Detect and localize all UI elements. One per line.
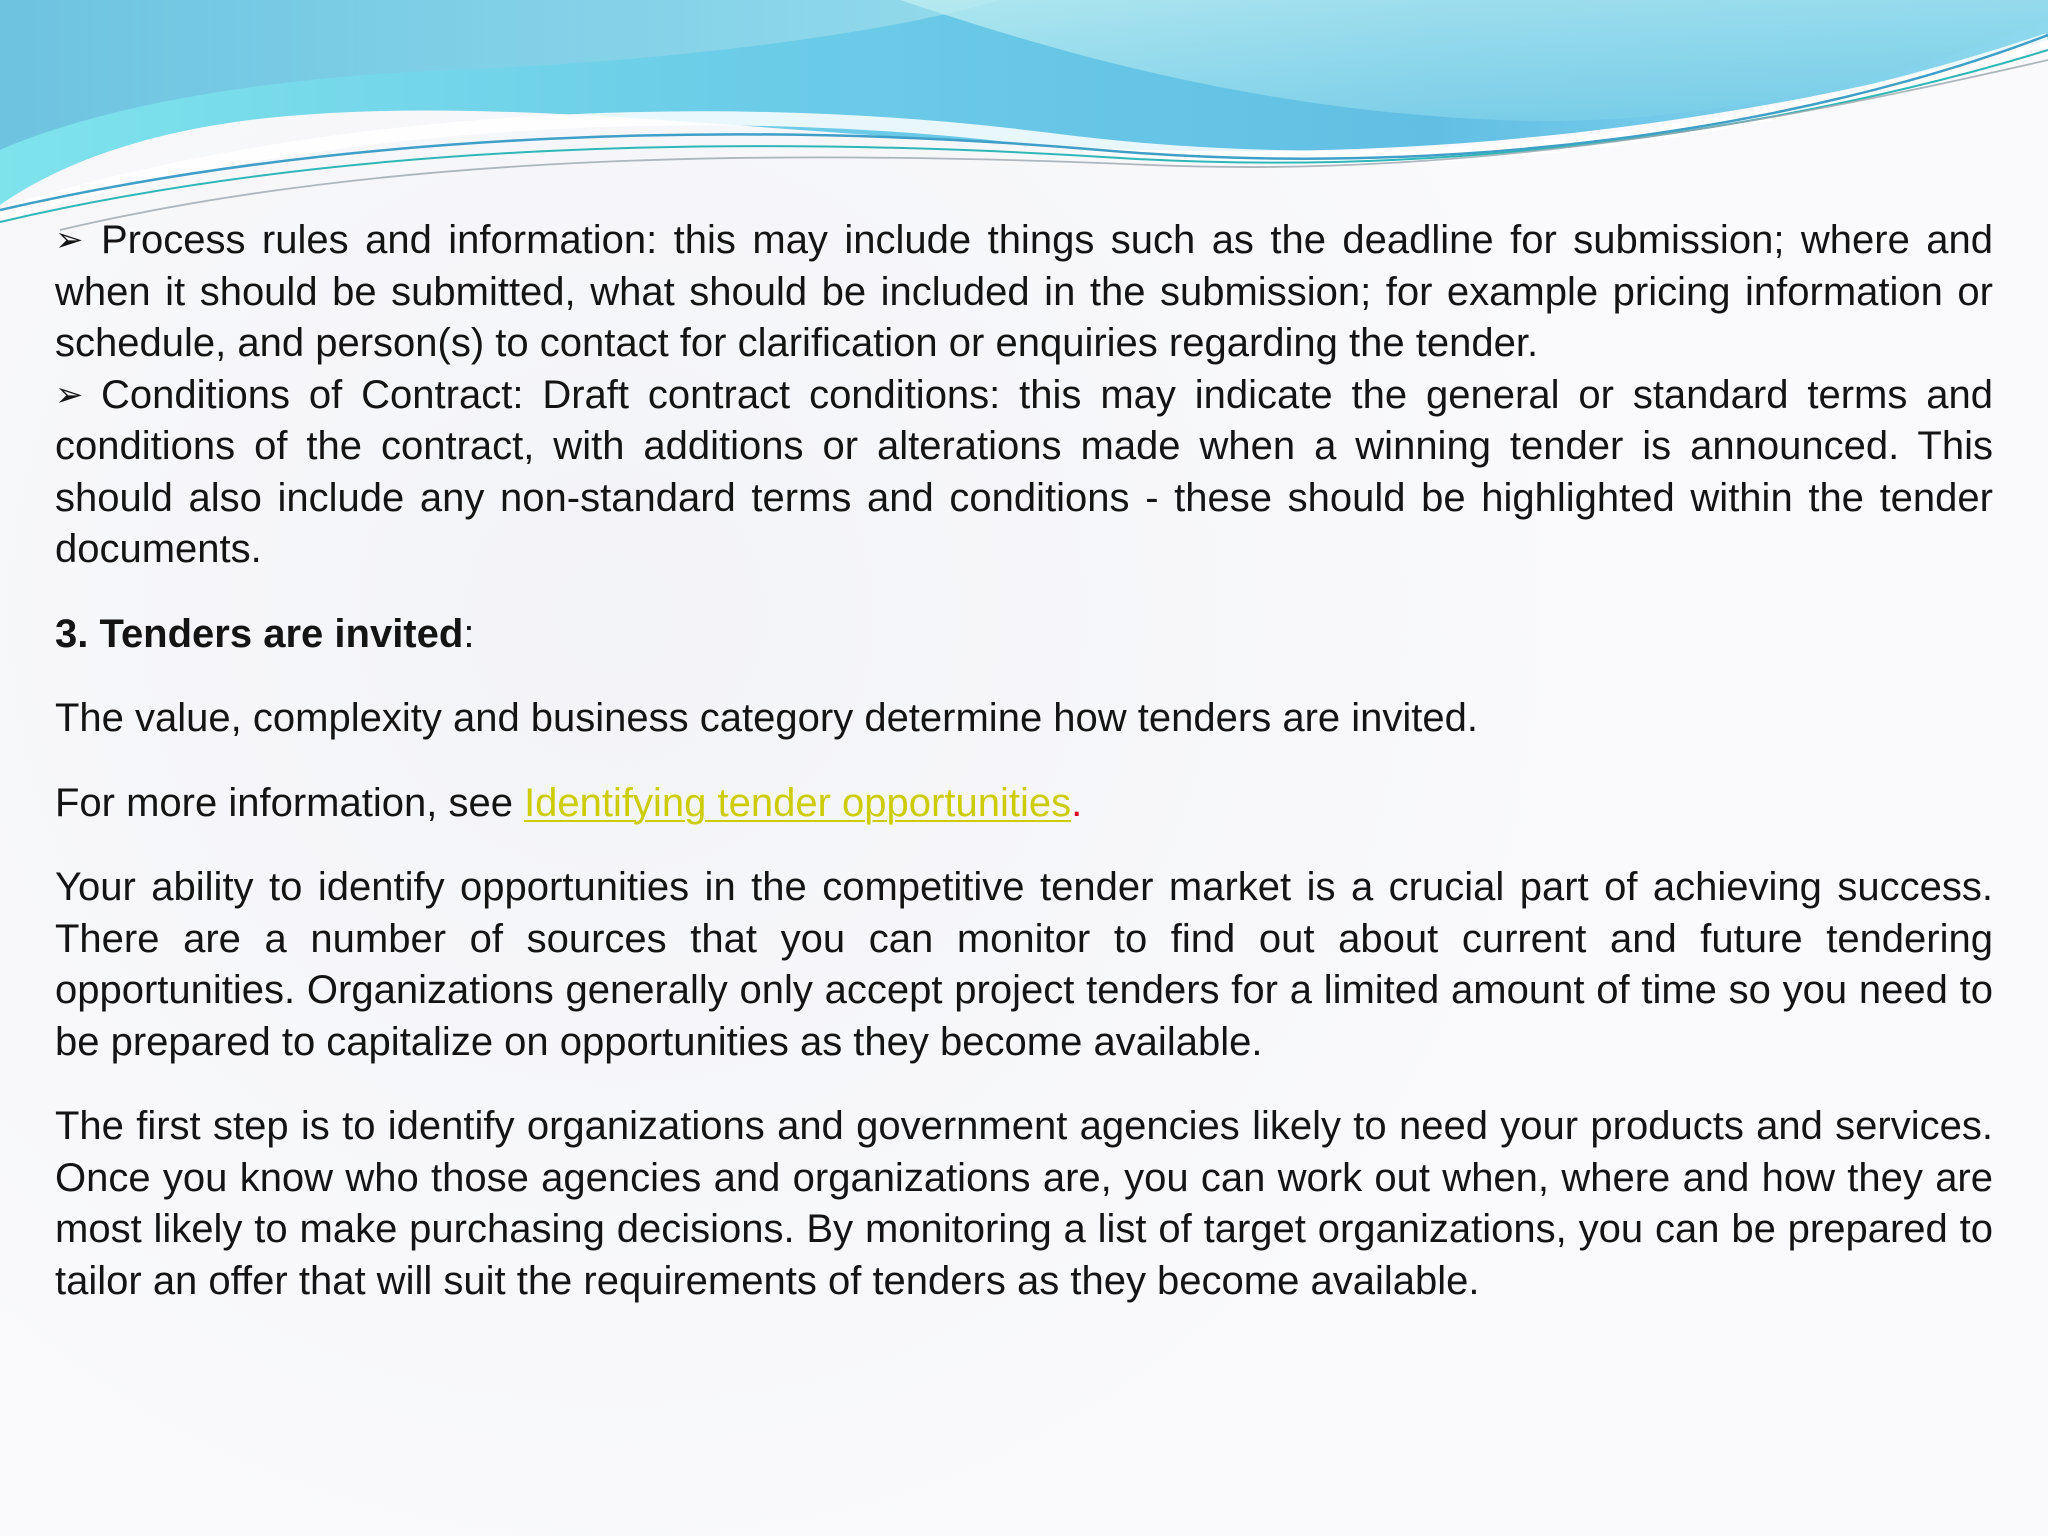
wave-header-decoration <box>0 0 2048 240</box>
arrow-bullet-icon: ➢ <box>55 374 84 415</box>
more-info-prefix: For more information, see <box>55 780 525 825</box>
section-heading <box>55 609 1993 661</box>
paragraph-more-information <box>55 778 1993 830</box>
bullet-conditions-of-contract <box>55 370 1993 576</box>
bullet-process-rules <box>55 215 1993 370</box>
paragraph-value-complexity: The value, complexity and business category determine how tenders are invited. <box>55 696 1478 740</box>
paragraph-your-ability: Your ability to identify opportunities in the competitive tender market is a crucial part of achieving success. There are a number of sources that you can monitor to find out about current and future tendering opportunities. Organizations generally only accept project tenders for a limited amount of time so you need to be prepared to capitalize on opportunities as they become available. <box>55 865 1993 1064</box>
bullet-text: Process rules and information: this may include things such as the deadline for submission; where and when it should be submitted, what should be included in the submission; for example pricing information or schedule, and person(s) to contact for clarification or enquiries regarding the tender. <box>55 218 1993 365</box>
arrow-bullet-icon: ➢ <box>55 220 84 260</box>
more-info-period: . <box>1071 780 1083 825</box>
section-heading-colon: : <box>463 611 475 656</box>
slide-content <box>55 215 1993 1307</box>
section-heading-text: 3. Tenders are invited <box>55 611 464 656</box>
bullet-text: Conditions of Contract: Draft contract conditions: this may indicate the general or standard terms and conditions of the contract, with additions or alterations made when a winning tender is announced. This should also include any non-standard terms and conditions - these should be highlighted within the tender documents. <box>55 372 1993 571</box>
paragraph-first-step: The first step is to identify organizations and government agencies likely to need your products and services. Once you know who those agencies and organizations are, you can work out when, where and how they are most likely to make purchasing decisions. By monitoring a list of target organizations, you can be prepared to tailor an offer that will suit the requirements of tenders as they become available. <box>55 1104 1993 1303</box>
identifying-tender-opportunities-link[interactable]: Identifying tender opportunities <box>524 780 1072 825</box>
